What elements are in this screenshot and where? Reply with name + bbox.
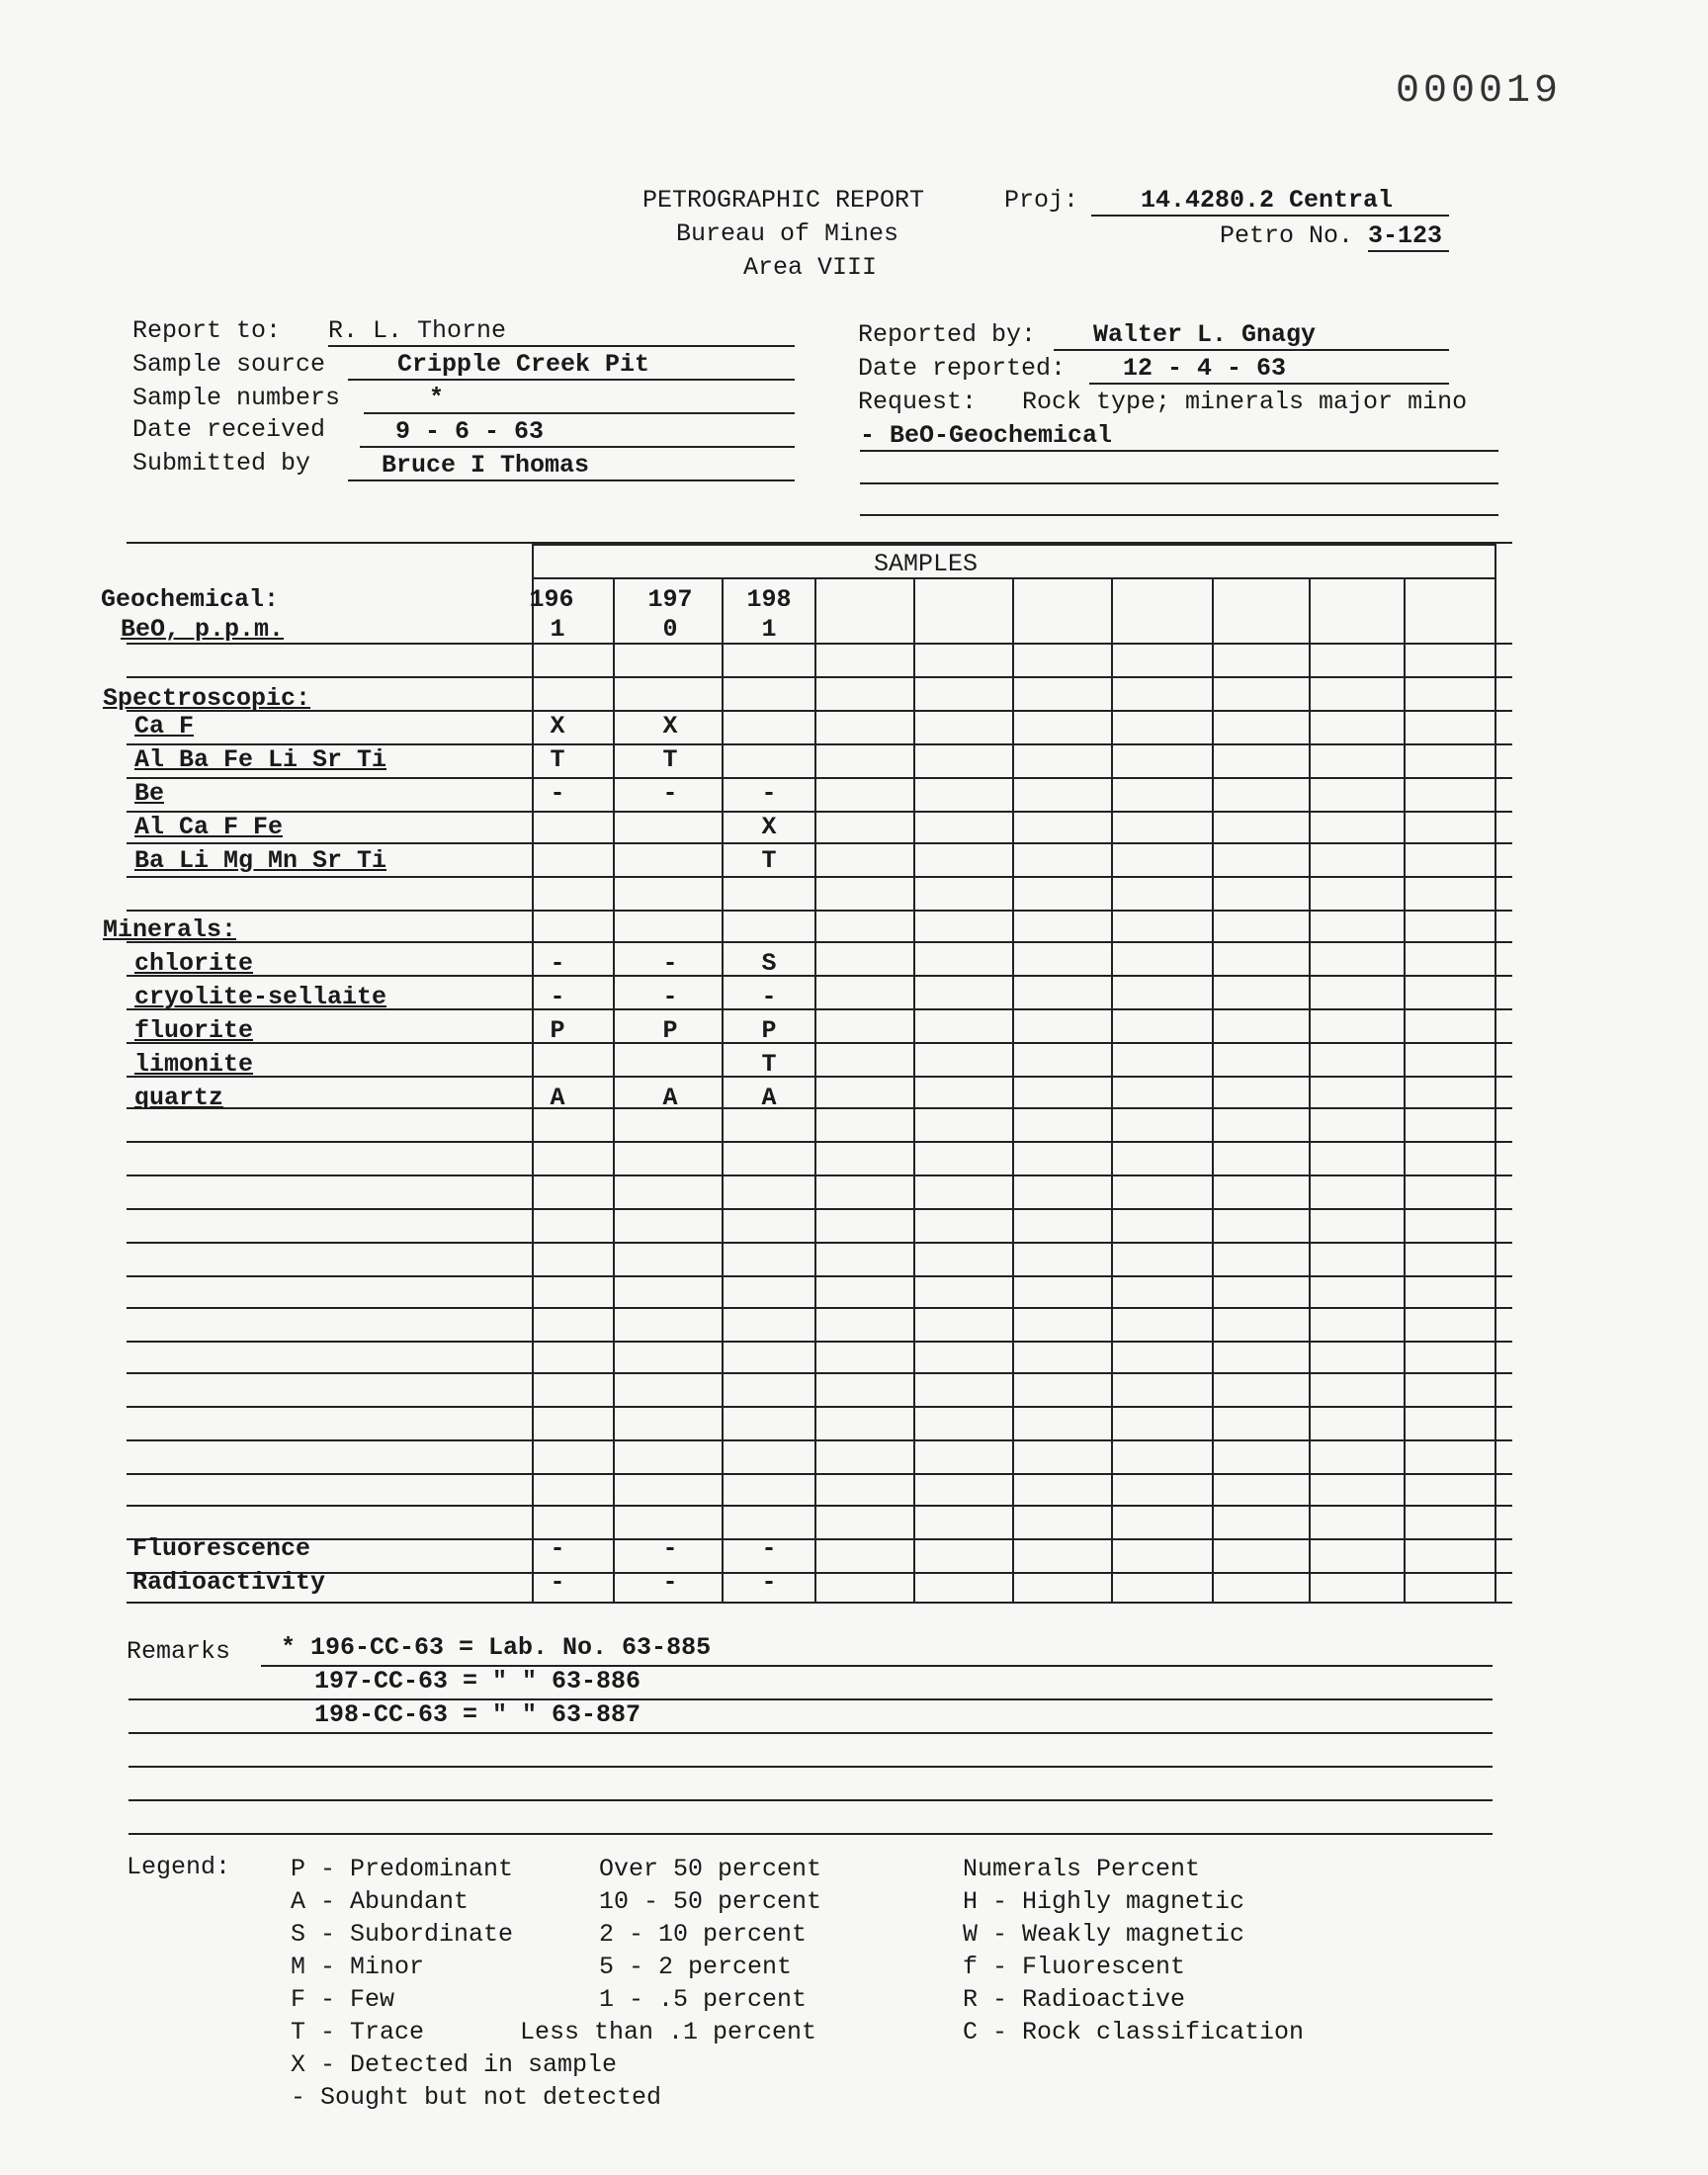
legend-item: - Sought but not detected [291,2083,662,2112]
submitted-by-label: Submitted by [132,449,311,478]
table-cell: - [550,949,565,978]
legend-item: P - Predominant [291,1855,514,1883]
legend-item: Numerals Percent [963,1855,1201,1883]
table-cell: - [761,1568,777,1597]
legend-item: 10 - 50 percent [599,1887,822,1916]
row-label: Fluorescence [132,1534,311,1563]
legend-item: X - Detected in sample [291,2050,618,2079]
legend-item: 2 - 10 percent [599,1920,808,1949]
table-cell: - [550,1534,565,1563]
table-cell: T [761,846,777,875]
table-cell: A [761,1084,777,1112]
section-minerals: Minerals: [103,915,237,944]
reported-by-label: Reported by: [858,320,1037,349]
report-to-value: R. L. Thorne [328,316,795,347]
sample-source-label: Sample source [132,350,326,379]
table-cell: S [761,949,777,978]
table-cell: T [662,745,678,774]
submitted-by-value: Bruce I Thomas [348,451,795,481]
legend-item: 5 - 2 percent [599,1953,793,1981]
table-cell: - [550,1568,565,1597]
date-reported-label: Date reported: [858,354,1067,383]
table-cell: 1 [550,615,565,644]
remark-line-2: 197-CC-63 = " " 63-886 [314,1667,641,1696]
sample-numbers-label: Sample numbers [132,384,341,412]
remarks-label: Remarks [127,1637,231,1666]
row-label: Al Ba Fe Li Sr Ti [134,745,387,774]
legend-item: M - Minor [291,1953,425,1981]
date-reported-value: 12 - 4 - 63 [1089,354,1449,385]
row-label: quartz [134,1084,224,1112]
row-label: BeO, p.p.m. [121,615,285,644]
table-cell: - [662,949,678,978]
row-label: cryolite-sellaite [134,983,387,1011]
table-cell: A [662,1084,678,1112]
sample-source-value: Cripple Creek Pit [348,350,795,381]
proj-value: 14.4280.2 Central [1091,186,1449,217]
table-cell: - [761,1534,777,1563]
proj-label: Proj: [1004,186,1079,215]
table-cell: - [550,983,565,1011]
legend-item: Over 50 percent [599,1855,822,1883]
sample-id-196: 196 [529,585,574,614]
table-cell: - [550,779,565,808]
petro-label: Petro No. [1220,221,1354,250]
table-cell: 0 [662,615,678,644]
table-cell: P [761,1016,777,1045]
table-cell: P [550,1016,565,1045]
reported-by-value: Walter L. Gnagy [1054,320,1449,351]
row-label: Ca F [134,712,195,740]
table-cell: - [662,1534,678,1563]
legend-item: T - Trace [291,2018,425,2046]
legend-item: H - Highly magnetic [963,1887,1245,1916]
table-cell: T [550,745,565,774]
date-received-label: Date received [132,415,326,444]
request-line2: - BeO-Geochemical [860,421,1498,452]
sample-id-198: 198 [746,585,792,614]
table-cell: P [662,1016,678,1045]
table-cell: X [550,712,565,740]
row-label: Be [134,779,165,808]
row-label: fluorite [134,1016,254,1045]
table-cell: - [761,779,777,808]
row-label: Radioactivity [132,1568,326,1597]
table-cell: T [761,1050,777,1079]
remark-line-3: 198-CC-63 = " " 63-887 [314,1700,641,1729]
row-label: Al Ca F Fe [134,813,284,841]
request-line1: Rock type; minerals major mino [1022,388,1468,416]
legend-item: R - Radioactive [963,1985,1186,2014]
legend-item: f - Fluorescent [963,1953,1186,1981]
request-label: Request: [858,388,978,416]
table-cell: - [662,983,678,1011]
row-label: chlorite [134,949,254,978]
sample-numbers-value: * [364,384,795,414]
legend-item: A - Abundant [291,1887,470,1916]
table-cell: - [761,983,777,1011]
legend-item: 1 - .5 percent [599,1985,808,2014]
remark-line-1: * 196-CC-63 = Lab. No. 63-885 [281,1633,712,1662]
legend-item: C - Rock classification [963,2018,1305,2046]
table-cell: X [761,813,777,841]
report-title: PETROGRAPHIC REPORT [642,186,925,215]
row-label: limonite [134,1050,254,1079]
area-name: Area VIII [743,253,878,282]
legend-item: S - Subordinate [291,1920,514,1949]
document-id: 000019 [1396,69,1563,114]
legend-item: F - Few [291,1985,395,2014]
section-geochemical: Geochemical: [101,585,280,614]
sample-id-197: 197 [647,585,693,614]
agency-name: Bureau of Mines [676,219,899,248]
petro-value: 3-123 [1368,221,1449,252]
report-to-label: Report to: [132,316,282,345]
table-cell: A [550,1084,565,1112]
row-label: Ba Li Mg Mn Sr Ti [134,846,387,875]
date-received-value: 9 - 6 - 63 [360,417,795,448]
table-cell: X [662,712,678,740]
samples-header: SAMPLES [874,550,979,578]
legend-label: Legend: [127,1853,231,1881]
legend-item: Less than .1 percent [520,2018,817,2046]
table-cell: - [662,1568,678,1597]
table-cell: 1 [761,615,777,644]
table-cell: - [662,779,678,808]
legend-item: W - Weakly magnetic [963,1920,1245,1949]
section-spectroscopic: Spectroscopic: [103,684,311,713]
